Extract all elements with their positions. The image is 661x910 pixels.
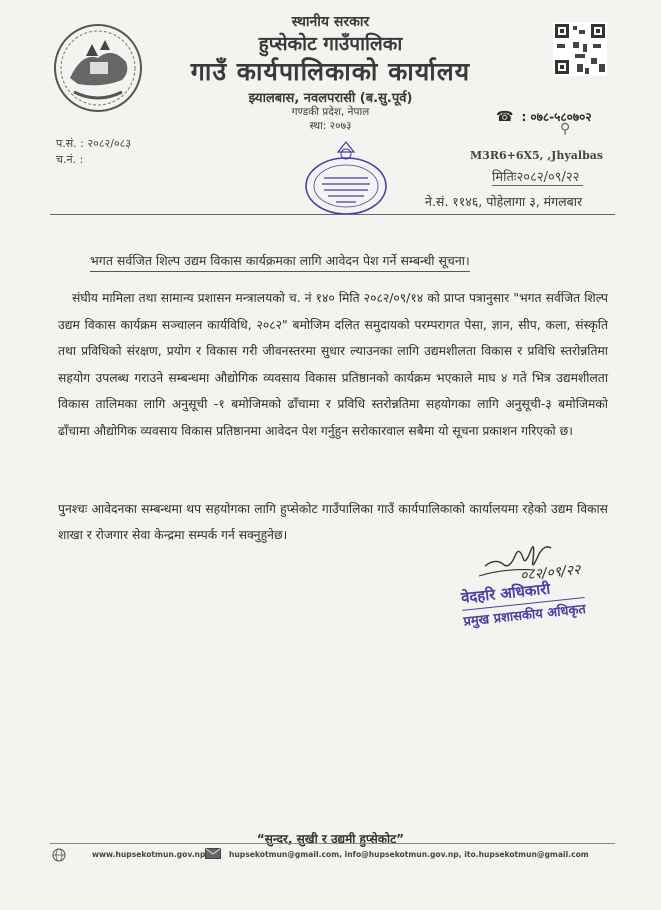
telephone-icon: ☎ [496,109,514,125]
footer-website[interactable]: www.hupsekotmun.gov.np [92,850,206,859]
letterhead-line-local-government: स्थानीय सरकार [291,14,370,30]
footer-motto: “सुन्दर, सुखी र उद्यमी हुप्सेकोट” [256,832,405,846]
letterhead-established: स्था: २०७३ [309,120,352,132]
letterhead-office-name: गाउँ कार्यपालिकाको कार्यालय [190,57,471,86]
officer-name: वेदहरि अधिकारी [460,579,552,607]
notice-body-paragraph [58,285,608,444]
letterhead-address: झ्यालबास, नवलपरासी (ब.सु.पूर्व) [248,91,413,106]
footer-emails[interactable]: hupsekotmun@gmail.com, info@hupsekotmun.gov.np, ito.hupsekotmun@gmail.com [229,850,589,859]
letterhead-province: गण्डकी प्रदेश, नेपाल [291,106,370,118]
plus-code-location: M3R6+6X5, ,Jhyalbas [470,149,604,162]
letterhead-municipality-name: हुप्सेकोट गाउँपालिका [258,33,403,55]
map-pin-icon: ⚲ [560,121,571,137]
phone-number [496,108,592,125]
mail-icon [205,848,221,859]
phone-number-text: : ०७८-५८०७०२ [521,110,592,124]
officer-title: प्रमुख प्रशासकीय अधिकृत [462,597,586,630]
notice-subject: भगत सर्वजित शिल्प उद्यम विकास कार्यक्रमका लागि आवेदन पेश गर्ने सम्बन्धी सूचना। [90,252,470,272]
notice-postscript: पुनश्चः आवेदनका सम्बन्धमा थप सहयोगका लागि हुप्सेकोट गाउँपालिका गाउँ कार्यपालिकाको कार्यालयमा रहेको उद्यम विकास शाखा र रोजगार सेवा केन्द्रमा सम्पर्क गर्न सक्नुहुनेछ। [58,502,608,542]
date-nepali [492,167,583,185]
globe-icon [52,848,66,862]
dispatch-number: च.नं. : [56,153,84,166]
date-nepali-text: मितिः२०८२/०९/२२ [492,170,583,186]
notice-body-text: संघीय मामिला तथा सामान्य प्रशासन मन्त्रालयको च. नं १४० मिति २०८२/०९/१४ को प्राप्त पत्रानुसार "भगत सर्वजित शिल्प उद्यम विकास कार्यक्रम सञ्चालन कार्यविधि, २०८२" बमोजिम दलित समुदायको परम्परागत पेसा, ज्ञान, सीप, कला, संस्कृति तथा प्रविधिको संरक्षण, प्रयोग र विकास गरी जीवनस्तरमा सुधार ल्याउनका लागि उद्यमशीलता विकास र प्रविधि स्तरोन्नतिमा सहयोग उपलब्ध गराउने सम्बन्धमा औद्योगिक व्यवसाय विकास प्रतिष्ठानको कार्यक्रम भएकाले माघ ४ गते भित्र उद्यमशीलता विकास तालिमका लागि अनुसूची -१ बमोजिमको ढाँचामा र प्रविधि स्तरोन्नतिमा सहयोगका लागि अनुसूची-३ बमोजिमको ढाँचामा औद्योगिक व्यवसाय विकास प्रतिष्ठानमा आवेदन पेश गर्नुहुन सरोकारवाल सबैमा यो सूचना प्रकाशन गरिएको छ। [58,291,608,438]
date-nepal-sambat: ने.सं. ११४६, पोहेलागा ३, मंगलबार [425,194,583,209]
footer-divider [50,843,615,844]
header-divider [50,214,615,215]
office-seal-icon [300,140,392,218]
signature-date: ०८२/०९/२२ [519,561,582,585]
reference-number: प.सं. : २०८२/०८३ [56,137,132,150]
